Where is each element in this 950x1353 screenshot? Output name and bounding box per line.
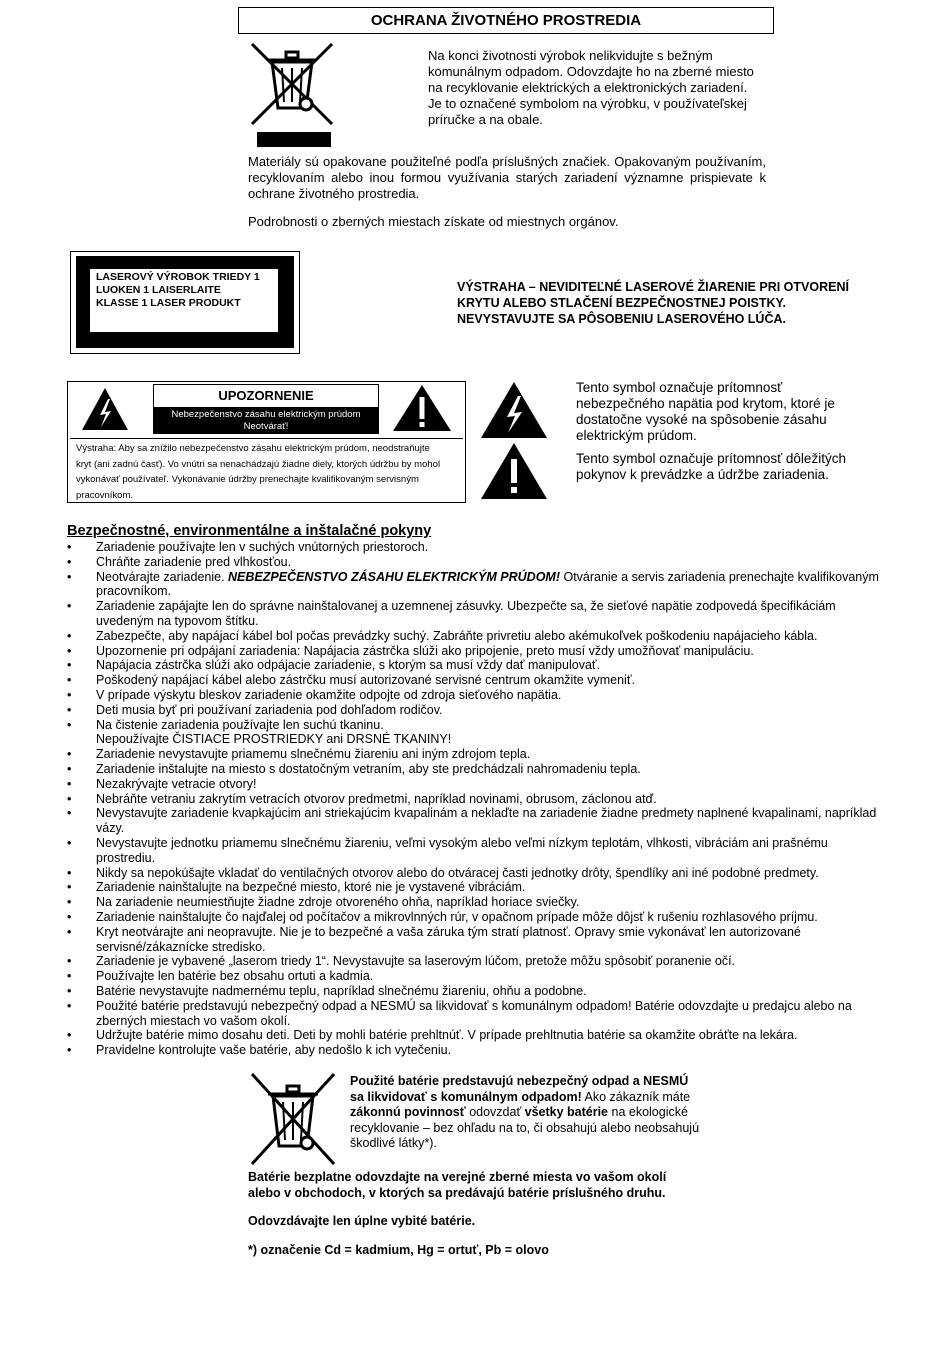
caution-subtitle: Nebezpečenstvo zásahu elektrickým prúdom Neotvárať! xyxy=(153,408,379,434)
list-item: • Používajte len batérie bez obsahu ortuti a kadmia. xyxy=(67,969,887,984)
list-item: • Udržujte batérie mimo dosahu deti. Deti by mohli batérie prehltnúť. V prípade prehltnutia batérie sa okamžite obráťte na lekára. xyxy=(67,1028,887,1043)
env-local-authorities-text: Podrobnosti o zberných miestach získate od miestnych orgánov. xyxy=(248,214,619,229)
list-item: • Nikdy sa nepokúšajte vkladať do ventilačných otvorov alebo do otváracej časti jednotky drôty, špendlíky ani iné podobné predmety. xyxy=(67,866,887,881)
list-item: • Zabezpečte, aby napájací kábel bol počas prevádzky suchý. Zabráňte privretiu alebo akémukoľvek poškodeniu napájacieho kábla. xyxy=(67,629,887,644)
list-item: • Zariadenie nainštalujte čo najďalej od počítačov a mikrovlnných rúr, v opačnom prípade môže dôjsť k rušeniu rozhlasového príjmu. xyxy=(67,910,887,925)
list-item: • Nezakrývajte vetracie otvory! xyxy=(67,777,887,792)
caution-title: UPOZORNENIE xyxy=(153,384,379,408)
list-item: • Zariadenie používajte len v suchých vnútorných priestoroch. xyxy=(67,540,887,555)
list-item: • Napájacia zástrčka slúži ako odpájacie zariadenie, s ktorým sa musí vždy dať manipulovať. xyxy=(67,658,887,673)
instruction-symbol-text: Tento symbol označuje prítomnosť dôležitých pokynov k prevádzke a údržbe zariadenia. xyxy=(576,451,846,482)
env-disposal-text: Na konci životnosti výrobok nelikvidujte s bežným komunálnym odpadom. Odovzdajte ho na zberné miesto na recyklovanie elektrických a elektronických zariadení. Je to označené symbolom na výrobku, v používateľskej príručke a na obale. xyxy=(428,48,754,127)
list-item: • Poškodený napájací kábel alebo zástrčku musí autorizované servisné centrum okamžite vymeniť. xyxy=(67,673,887,688)
env-materials-text: Materiály sú opakovane použiteľné podľa príslušných značiek. Opakovaným používaním, recyklovaním alebo inou formou využívania starých zariadení významne prispievate k ochrane životného prostredia. xyxy=(248,154,766,201)
list-item: • Nevystavujte zariadenie kvapkajúcim ani striekajúcim kvapalinám a neklaďte na zariadenie žiadne predmety naplnené kvapalinami, napríklad vázy. xyxy=(67,806,887,836)
laser-class-label: LASEROVÝ VÝROBOK TRIEDY 1 LUOKEN 1 LAISERLAITE KLASSE 1 LASER PRODUKT xyxy=(90,269,278,332)
list-item: • Neotvárajte zariadenie. NEBEZPEČENSTVO ZÁSAHU ELEKTRICKÝM PRÚDOM! Otváranie a servis zariadenia prenechajte kvalifikovaným pracovníkom. xyxy=(67,570,887,600)
black-bar xyxy=(257,132,331,147)
voltage-symbol-text: Tento symbol označuje prítomnosť nebezpečného napätia pod krytom, ktoré je dostatočne vysoké na spôsobenie zásahu elektrickým prúdom. xyxy=(576,380,835,443)
list-item: • Zariadenie nainštalujte na bezpečné miesto, ktoré nie je vystavené vibráciám. xyxy=(67,880,887,895)
exclamation-warning-icon-large xyxy=(480,442,548,500)
lightning-warning-icon-large xyxy=(480,381,548,439)
list-item: • Kryt neotvárajte ani neopravujte. Nie je to bezpečné a vaša záruka tým stratí platnosť. Opravy smie vykonávať len autorizované servisné/zákaznícke stredisko. xyxy=(67,925,887,955)
list-item: • Zariadenie inštalujte na miesto s dostatočným vetraním, aby ste predchádzali nahromadeniu tepla. xyxy=(67,762,887,777)
list-item: • Zariadenie zapájajte len do správne nainštalovanej a uzemnenej zásuvky. Ubezpečte sa, že sieťové napätie zodpovedá špecifikáciám uvedeným na typovom štítku. xyxy=(67,599,887,629)
list-item: • V prípade výskytu bleskov zariadenie okamžite odpojte od zdroja sieťového napätia. xyxy=(67,688,887,703)
list-item: • Na čistenie zariadenia používajte len suchú tkaninu. Nepoužívajte ČISTIACE PROSTRIEDKY ani DRSNÉ TKANINY! xyxy=(67,718,887,748)
safety-list xyxy=(67,540,887,1058)
lightning-warning-icon xyxy=(81,387,129,431)
battery-footnote: *) označenie Cd = kadmium, Hg = ortuť, Pb = olovo xyxy=(248,1243,549,1257)
list-item: • Zariadenie nevystavujte priamemu slnečnému žiareniu ani iným zdrojom tepla. xyxy=(67,747,887,762)
list-item: • Batérie nevystavujte nadmernému teplu, napríklad slnečnému žiareniu, ohňu a podobne. xyxy=(67,984,887,999)
exclamation-warning-icon xyxy=(392,384,452,432)
safety-section-title: Bezpečnostné, environmentálne a inštalačné pokyny xyxy=(67,523,432,539)
page-title: OCHRANA ŽIVOTNÉHO PROSTREDIA xyxy=(238,7,774,34)
list-item: • Použité batérie predstavujú nebezpečný odpad a NESMÚ sa likvidovať s komunálnym odpadom! Batérie odovzdajte u predajcu alebo na zberných miestach vo vašom okolí. xyxy=(67,999,887,1029)
list-item: • Upozornenie pri odpájaní zariadenia: Napájacia zástrčka slúži ako pripojenie, preto musí vždy umožňovať manipuláciu. xyxy=(67,644,887,659)
caution-divider xyxy=(70,438,463,439)
battery-discharged-text: Odovzdávajte len úplne vybité batérie. xyxy=(248,1214,476,1228)
crossed-bin-icon-battery xyxy=(248,1070,338,1168)
list-item: • Nevystavujte jednotku priamemu slnečnému žiareniu, veľmi vysokým alebo veľmi nízkym teplotám, vlhkosti, vibráciám ani prašnému prostrediu. xyxy=(67,836,887,866)
list-item: • Nebráňte vetraniu zakrytím vetracích otvorov predmetmi, napríklad novinami, obrusom, záclonou atď. xyxy=(67,792,887,807)
list-item: • Deti musia byť pri používaní zariadenia pod dohľadom rodičov. xyxy=(67,703,887,718)
list-item: • Chráňte zariadenie pred vlhkosťou. xyxy=(67,555,887,570)
laser-warning-text: VÝSTRAHA – NEVIDITEĽNÉ LASEROVÉ ŽIARENIE PRI OTVORENÍ KRYTU ALEBO STLAČENÍ BEZPEČNOSTNEJ POISTKY. NEVYSTAVUJTE SA PÔSOBENIU LASEROVÉHO LÚČA. xyxy=(457,280,849,326)
caution-detail-text: Výstraha: Aby sa znížilo nebezpečenstvo zásahu elektrickým prúdom, neodstraňujte kryt (ani zadnú časť). Vo vnútri sa nenachádzajú žiadne diely, ktorých údržbu by mohol vykonávať používateľ. Vykonávanie údržby prenechajte kvalifikovaným servisným pracovníkom. xyxy=(76,443,441,501)
battery-collection-text: Batérie bezplatne odovzdajte na verejné zberné miesta vo vašom okolí alebo v obchodoch, v ktorých sa predávajú batérie príslušného druhu. xyxy=(248,1170,667,1200)
list-item: • Zariadenie je vybavené „laserom triedy 1“. Nevystavujte sa laserovým lúčom, pretože môžu spôsobiť poranenie očí. xyxy=(67,954,887,969)
battery-hazard-text: Použité batérie predstavujú nebezpečný odpad a NESMÚ sa likvidovať s komunálnym odpadom! Ako zákazník máte zákonnú povinnosť odovzdať všetky batérie na ekologické recyklovanie – bez ohľadu na to, či obsahujú alebo neobsahujú škodlivé látky*). xyxy=(350,1074,700,1150)
list-item: • Pravidelne kontrolujte vaše batérie, aby nedošlo k ich vytečeniu. xyxy=(67,1043,887,1058)
list-item: • Na zariadenie neumiestňujte žiadne zdroje otvoreného ohňa, napríklad horiace sviečky. xyxy=(67,895,887,910)
